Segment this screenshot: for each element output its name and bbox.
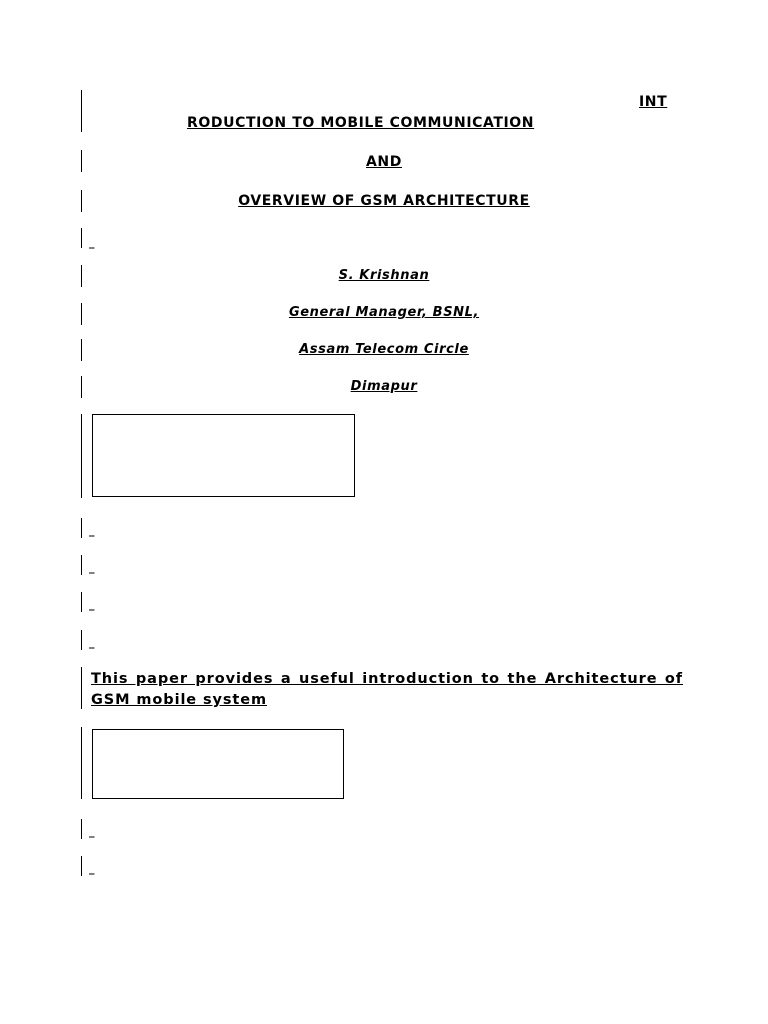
empty-paragraph-marker: _ [89,524,95,537]
empty-paragraph-marker: _ [89,561,95,574]
title-line-3: OVERVIEW OF GSM ARCHITECTURE [238,193,530,209]
margin-bar [81,727,82,799]
author-designation: General Manager, BSNL, [288,305,480,320]
margin-bar [81,819,82,839]
empty-paragraph-marker: _ [89,236,95,249]
empty-paragraph-marker: _ [89,825,95,838]
margin-bar [81,518,82,538]
margin-bar [81,555,82,575]
margin-bar [81,630,82,650]
empty-paragraph-marker: _ [89,598,95,611]
margin-bar [81,667,82,709]
margin-bar [81,90,82,132]
title-line-1: RODUCTION TO MOBILE COMMUNICATION [187,115,535,131]
intro-paragraph: This paper provides a useful introduction to the Architecture of GSM mobile system [91,671,683,708]
margin-bar [81,592,82,612]
margin-bar [81,414,82,498]
author-city: Dimapur [350,379,418,394]
title-fragment: INT [639,94,668,110]
author-circle: Assam Telecom Circle [299,342,469,357]
empty-paragraph-marker: _ [89,862,95,875]
margin-bar [81,228,82,248]
empty-paragraph-marker: _ [89,636,95,649]
title-line-2: AND [366,154,402,170]
margin-bar [81,856,82,876]
empty-frame [92,414,355,497]
author-name: S. Krishnan [338,268,430,283]
empty-frame [92,729,344,799]
